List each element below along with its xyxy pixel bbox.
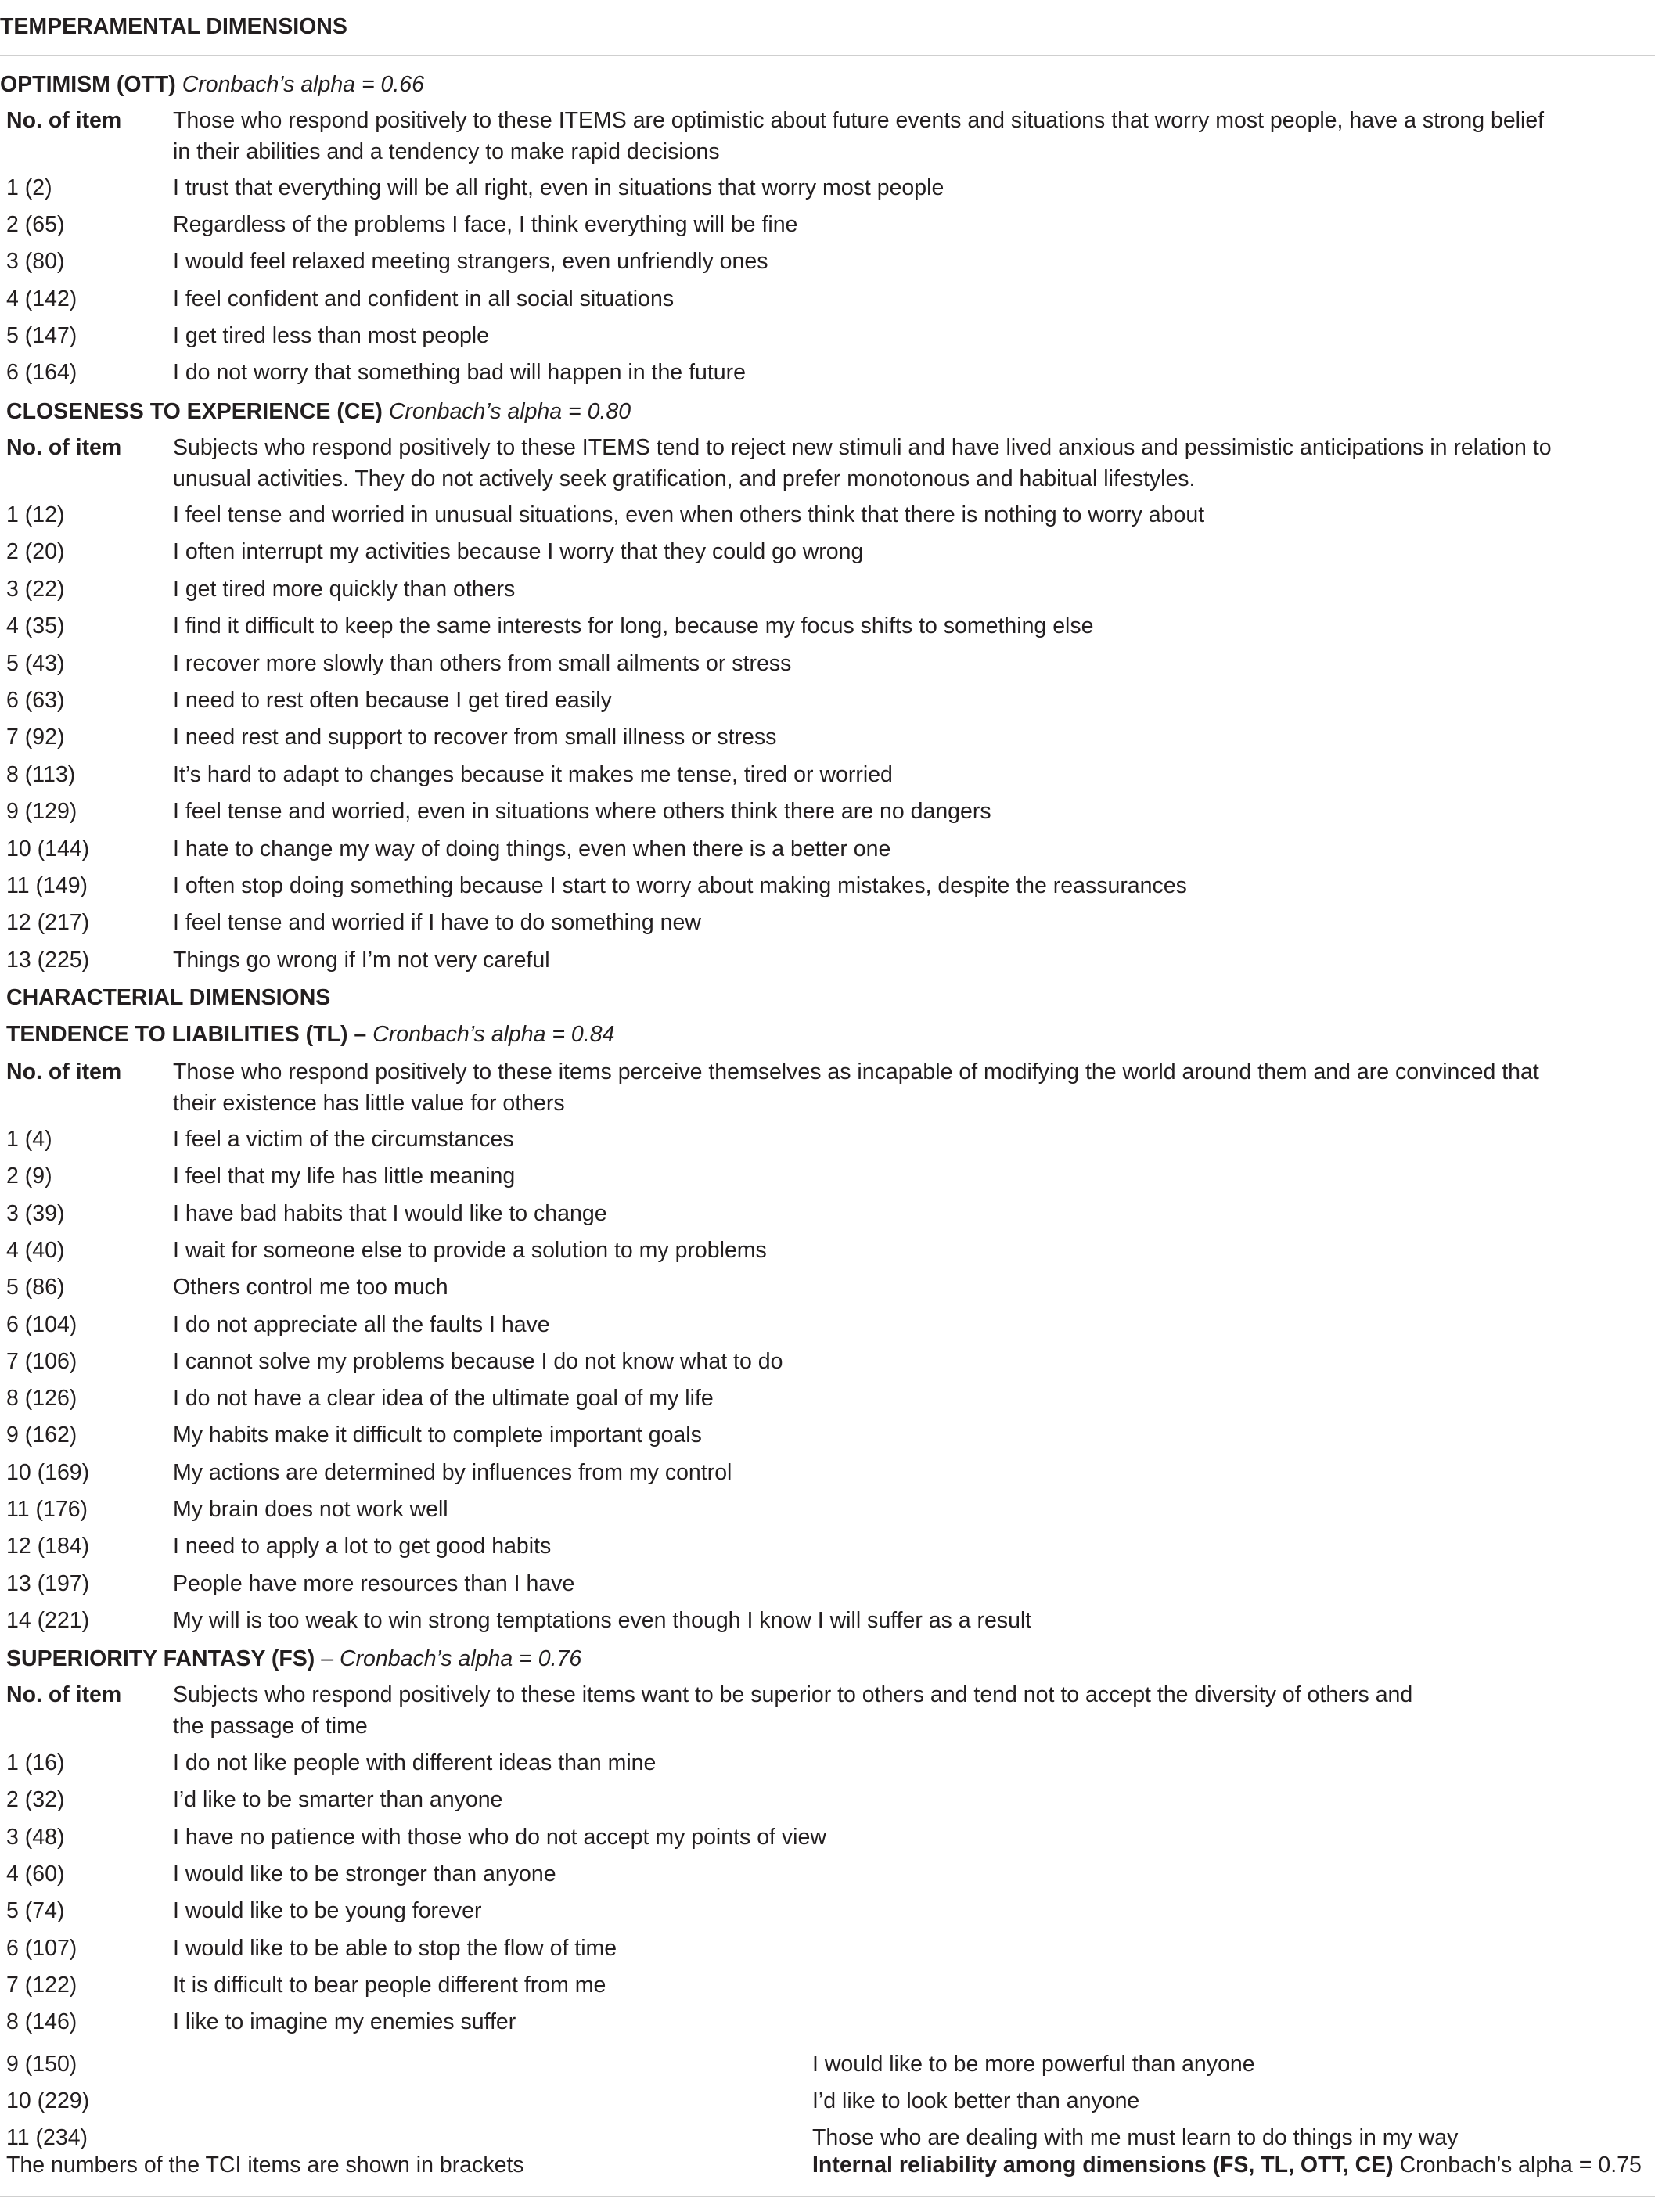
footer-reliability: Internal reliability among dimensions (FS, TL, OTT, CE) Cronbach’s alpha = 0.75 xyxy=(812,2153,1642,2178)
item-number: 7 (92) xyxy=(6,725,65,750)
item-number: 1 (16) xyxy=(6,1750,65,1775)
item-number: 11 (149) xyxy=(6,873,88,898)
item-text: I need to rest often because I get tired easily xyxy=(173,688,612,713)
item-number: 8 (113) xyxy=(6,761,76,787)
item-number: 3 (22) xyxy=(6,576,65,602)
item-number: 11 (234) xyxy=(6,2125,88,2150)
item-text: I need rest and support to recover from small illness or stress xyxy=(173,725,777,750)
item-text: I’d like to look better than anyone xyxy=(812,2088,1140,2113)
item-number: 13 (225) xyxy=(6,947,90,973)
item-text: I do not appreciate all the faults I have xyxy=(173,1311,550,1337)
tci-table: TEMPERAMENTAL DIMENSIONS OPTIMISM (OTT) Cronbach’s alpha = 0.66 No. of item Those who respond positively to these ITEMS are optimistic about future events and situations that worry most people, have a strong belief in their abilities and a tendency to make rapid decisions 1 (2) I trust that everything will be all right, even in situations that worry most people 2 (65) Regardless of the problems I face, I think everything will be fine 3 (80) I would feel relaxed meeting strangers, even unfriendly ones 4 (142) I feel confident and confident in all social situations 5 (147) I get tired less than most people 6 (164) I do not worry that something bad will happen in the future CLOSENESS TO EXPERIENCE (CE) Cronbach’s alpha = 0.80 No. of item Subjects who respond positively to these ITEMS tend to reject new stimuli and have lived anxious and pessimistic anticipations in relation to unusual activities. They do not actively seek gratification, and prefer monotonous and habitual lifestyles. 1 (12) I feel tense and worried in unusual situations, even when others think that there is nothing to worry about 2 (20) I often interrupt my activities because I worry that they could go wrong 3 (22) I get tired more quickly than others 4 (35) I find it difficult to keep the same interests for long, because my focus shifts to something else 5 (43) I recover more slowly than others from small ailments or stress 6 (63) I need to rest often because I get tired easily 7 (92) I need rest and support to recover from small illness or stress 8 (113) It’s hard to adapt to changes because it makes me tense, tired or worried 9 (129) I feel tense and worried, even in situations where others think there are no dangers 10 (144) I hate to change my way of doing things, even when there is a better one 11 (149) I often stop doing something because I start to worry about making mistakes, despite the reassurances 12 (217) I feel tense and worried if I have to do something new 13 (225) Things go wrong if I’m not very careful CHARACTERIAL DIMENSIONS TENDENCE TO LIABILITIES (TL) – Cronbach’s alpha = 0.84 No. of item Those who respond positively to these items perceive themselves as incapable of modifying the world around them and are convinced that their existence has little value for others 1 (4) I feel a victim of the circumstances 2 (9) I feel that my life has little meaning 3 (39) I have bad habits that I would like to change 4 (40) I wait for someone else to provide a solution to my problems 5 (86) Others control me too much 6 (104) I do not appreciate all the faults I have 7 (106) I cannot solve my problems because I do not know what to do 8 (126) I do not have a clear idea of the ultimate goal of my life 9 (162) My habits make it difficult to complete important goals 10 (169) My actions are determined by influences from my control 11 (176) My brain does not work well 12 (184) I need to apply a lot to get good habits 13 (197) People have more resources than I have 14 (221) My will is too weak to win strong temptations even though I know I will suffer as a result SUPERIORITY FANTASY (FS) – Cronbach’s alpha = 0.76 No. of item Subjects who respond positively to these items want to be superior to others and tend not to accept the diversity of others and the passage of time 1 (16) I do not like people with different ideas than mine 2 (32) I’d like to be smarter than anyone 3 (48) I have no patience with those who do not accept my points of view 4 (60) I would like to be stronger than anyone 5 (74) I would like to be young forever 6 (107) I would like to be able to stop the flow of time 7 (122) It is difficult to bear people different from me 8 (146) I like to imagine my enemies suffer 9 (150) I would like to be more powerful than anyone 10 (229) I’d like to look better than anyone 11 (234) Those who are dealing with me must learn to do things in my way The numbers of the TCI items are shown in brackets Internal reliability among dimensions (FS, TL, OTT, CE) Cronbach’s alpha = 0.75 xyxy=(0,0,1655,2212)
column-header: No. of item xyxy=(6,435,122,460)
column-header: No. of item xyxy=(6,1059,122,1084)
item-number: 5 (147) xyxy=(6,322,77,348)
item-text: I feel tense and worried in unusual situations, even when others think that there is nothing to worry about xyxy=(173,502,1205,527)
footer-rule xyxy=(0,2196,1655,2197)
item-text: Regardless of the problems I face, I think everything will be fine xyxy=(173,212,798,238)
item-number: 6 (107) xyxy=(6,1935,77,1961)
item-text: I feel tense and worried if I have to do something new xyxy=(173,910,701,936)
item-number: 10 (169) xyxy=(6,1459,90,1485)
item-text: I hate to change my way of doing things, even when there is a better one xyxy=(173,836,891,861)
header-rule xyxy=(0,55,1655,56)
item-number: 5 (43) xyxy=(6,650,65,676)
item-number: 2 (65) xyxy=(6,212,65,238)
item-text: I like to imagine my enemies suffer xyxy=(173,2009,516,2035)
item-text: I’d like to be smarter than anyone xyxy=(173,1787,503,1813)
item-text: I need to apply a lot to get good habits xyxy=(173,1534,552,1559)
item-number: 2 (9) xyxy=(6,1164,52,1189)
item-text: It is difficult to bear people different from me xyxy=(173,1972,606,1998)
item-text: I would like to be able to stop the flow of time xyxy=(173,1935,617,1961)
item-number: 8 (126) xyxy=(6,1386,77,1412)
item-text: I would feel relaxed meeting strangers, even unfriendly ones xyxy=(173,249,768,275)
item-text: I often stop doing something because I start to worry about making mistakes, despite the reassurances xyxy=(173,873,1187,898)
item-number: 6 (164) xyxy=(6,360,77,385)
column-header: No. of item xyxy=(6,1682,122,1707)
item-number: 8 (146) xyxy=(6,2009,77,2035)
item-text: I have no patience with those who do not accept my points of view xyxy=(173,1824,826,1850)
item-text: My brain does not work well xyxy=(173,1497,448,1522)
item-text: I trust that everything will be all right, even in situations that worry most people xyxy=(173,175,944,200)
item-number: 1 (2) xyxy=(6,175,52,200)
item-text: I do not like people with different ideas than mine xyxy=(173,1750,657,1775)
item-text: It’s hard to adapt to changes because it makes me tense, tired or worried xyxy=(173,761,893,787)
item-number: 9 (129) xyxy=(6,799,77,825)
item-number: 2 (20) xyxy=(6,539,65,565)
item-text: My habits make it difficult to complete important goals xyxy=(173,1423,702,1448)
item-number: 1 (4) xyxy=(6,1127,52,1152)
item-number: 12 (217) xyxy=(6,910,90,936)
item-text: Things go wrong if I’m not very careful xyxy=(173,947,550,973)
item-number: 1 (12) xyxy=(6,502,65,527)
item-text: I would like to be young forever xyxy=(173,1898,482,1924)
item-number: 3 (48) xyxy=(6,1824,65,1850)
item-number: 5 (74) xyxy=(6,1898,65,1924)
item-number: 7 (122) xyxy=(6,1972,77,1998)
item-number: 13 (197) xyxy=(6,1570,90,1596)
item-number: 3 (80) xyxy=(6,249,65,275)
footer-note: The numbers of the TCI items are shown in brackets xyxy=(6,2153,524,2178)
item-number: 9 (150) xyxy=(6,2052,77,2077)
item-text: I do not have a clear idea of the ultimate goal of my life xyxy=(173,1386,714,1412)
item-text: I would like to be stronger than anyone xyxy=(173,1861,556,1886)
item-text: I do not worry that something bad will happen in the future xyxy=(173,360,746,385)
item-text: My actions are determined by influences from my control xyxy=(173,1459,732,1485)
item-text: I feel tense and worried, even in situations where others think there are no dangers xyxy=(173,799,991,825)
column-header: No. of item xyxy=(6,108,122,133)
item-number: 6 (104) xyxy=(6,1311,77,1337)
item-number: 6 (63) xyxy=(6,688,65,713)
item-number: 10 (144) xyxy=(6,836,90,861)
item-number: 11 (176) xyxy=(6,1497,88,1522)
item-text: Those who are dealing with me must learn to do things in my way xyxy=(812,2125,1459,2150)
item-text: I find it difficult to keep the same interests for long, because my focus shifts to something else xyxy=(173,613,1094,639)
item-number: 14 (221) xyxy=(6,1607,90,1633)
item-number: 9 (162) xyxy=(6,1423,77,1448)
item-number: 4 (60) xyxy=(6,1861,65,1886)
item-text: I get tired more quickly than others xyxy=(173,576,516,602)
item-text: My will is too weak to win strong temptations even though I know I will suffer as a result xyxy=(173,1607,1032,1633)
item-text: I get tired less than most people xyxy=(173,322,489,348)
item-text: I would like to be more powerful than anyone xyxy=(812,2052,1255,2077)
item-text: I often interrupt my activities because I worry that they could go wrong xyxy=(173,539,864,565)
item-text: I cannot solve my problems because I do not know what to do xyxy=(173,1348,783,1374)
item-number: 4 (35) xyxy=(6,613,65,639)
item-number: 2 (32) xyxy=(6,1787,65,1813)
item-number: 5 (86) xyxy=(6,1275,65,1300)
item-text: People have more resources than I have xyxy=(173,1570,575,1596)
item-text: I recover more slowly than others from small ailments or stress xyxy=(173,650,792,676)
item-number: 10 (229) xyxy=(6,2088,90,2113)
item-text: I have bad habits that I would like to change xyxy=(173,1200,607,1226)
item-text: Others control me too much xyxy=(173,1275,448,1300)
item-text: I wait for someone else to provide a solution to my problems xyxy=(173,1237,767,1263)
item-text: I feel that my life has little meaning xyxy=(173,1164,516,1189)
item-text: I feel a victim of the circumstances xyxy=(173,1127,514,1152)
item-number: 3 (39) xyxy=(6,1200,65,1226)
item-number: 7 (106) xyxy=(6,1348,77,1374)
item-text: I feel confident and confident in all social situations xyxy=(173,286,675,311)
item-number: 12 (184) xyxy=(6,1534,90,1559)
item-number: 4 (40) xyxy=(6,1237,65,1263)
item-number: 4 (142) xyxy=(6,286,77,311)
